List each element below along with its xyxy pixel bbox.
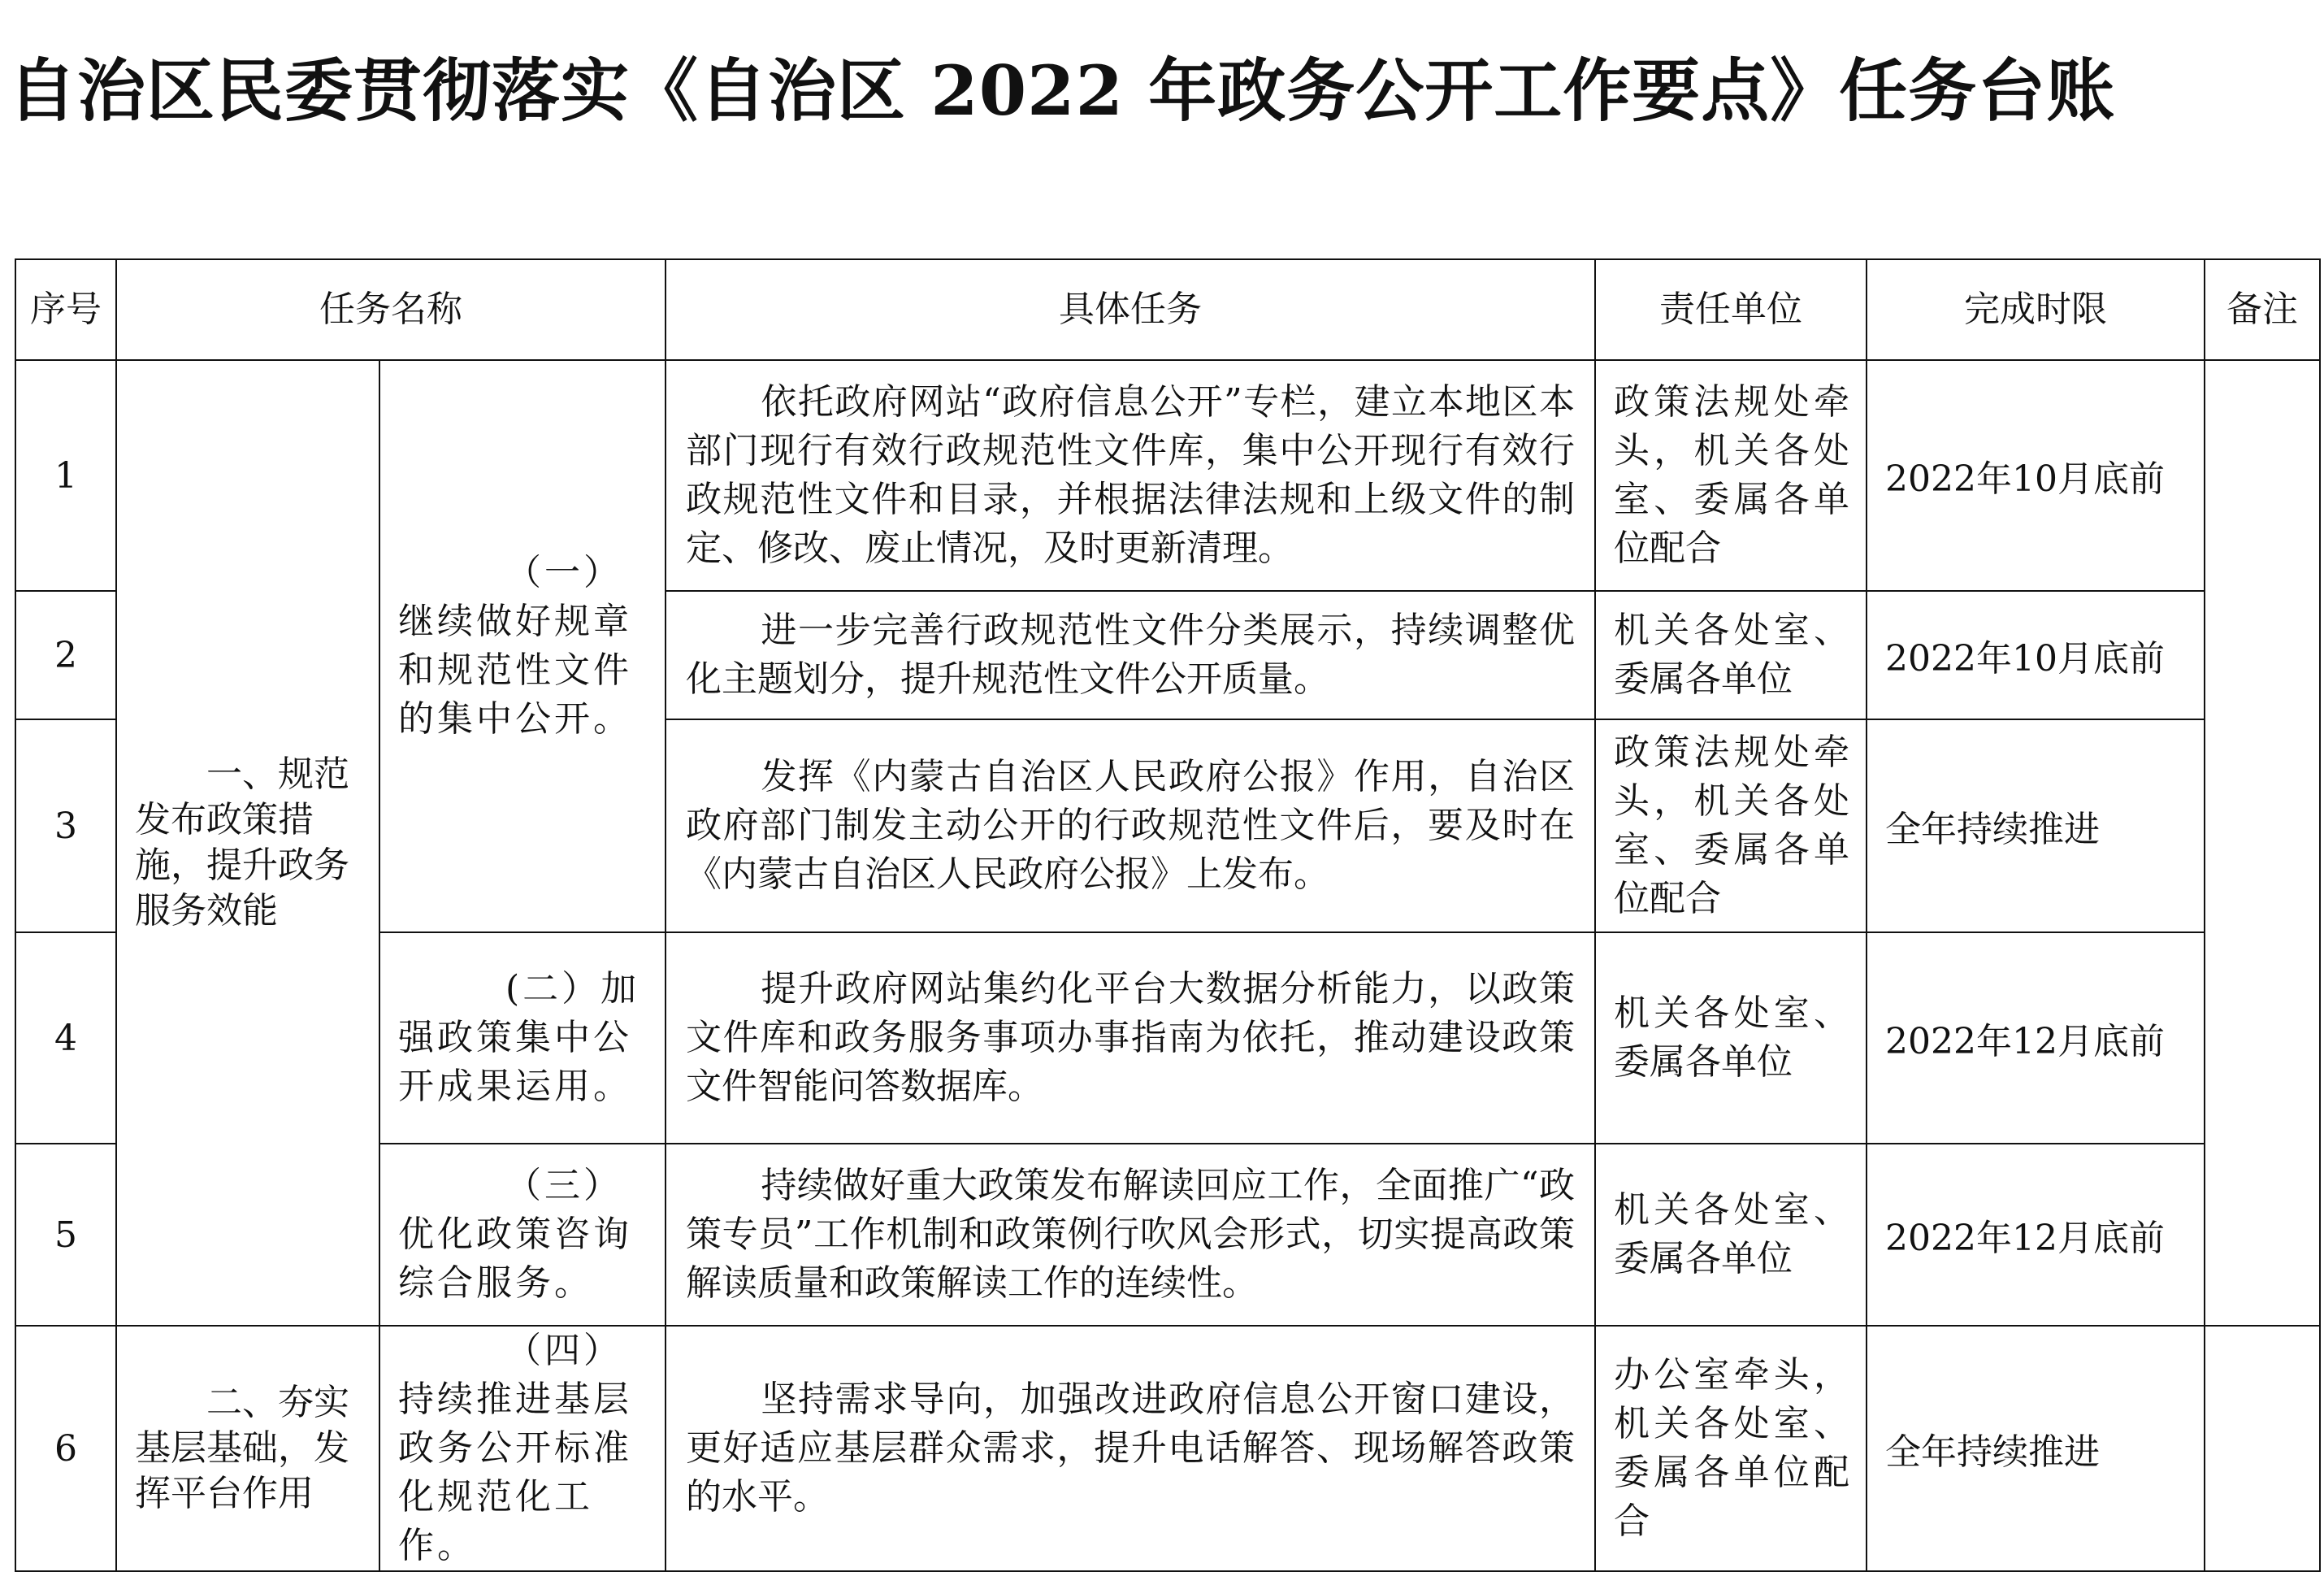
deadline-cell: 2022年10月底前 <box>1867 360 2205 591</box>
section-name: 二、夯实基层基础，发挥平台作用 <box>135 1382 349 1514</box>
row-seq: 3 <box>15 719 116 932</box>
responsible-cell: 政策法规处牵头，机关各处室、委属各单位配合 <box>1595 360 1867 591</box>
subtask-cell <box>379 932 666 1144</box>
section-cell <box>116 1326 379 1571</box>
remark-cell <box>2205 1326 2320 1571</box>
detail-cell <box>666 1144 1595 1326</box>
subtask-name: （一）继续做好规章和规范性文件的集中公开。 <box>398 552 632 740</box>
deadline-cell: 2022年10月底前 <box>1867 591 2205 719</box>
section-name: 一、规范发布政策措施，提升政务服务效能 <box>135 753 349 931</box>
subtask-cell <box>379 1326 666 1571</box>
deadline-cell: 2022年12月底前 <box>1867 932 2205 1144</box>
responsible-cell: 政策法规处牵头，机关各处室、委属各单位配合 <box>1595 719 1867 932</box>
detail-text: 提升政府网站集约化平台大数据分析能力，以政策文件库和政务服务事项办事指南为依托，推动建设政策文件智能问答数据库。 <box>686 968 1575 1107</box>
responsible-cell: 机关各处室、委属各单位 <box>1595 932 1867 1144</box>
row-seq: 2 <box>15 591 116 719</box>
row-seq: 1 <box>15 360 116 591</box>
row-seq: 4 <box>15 932 116 1144</box>
detail-cell <box>666 719 1595 932</box>
section-cell <box>116 360 379 1326</box>
table-row <box>15 360 2320 591</box>
row-seq: 5 <box>15 1144 116 1326</box>
detail-text: 进一步完善行政规范性文件分类展示，持续调整优化主题划分，提升规范性文件公开质量。 <box>686 610 1575 700</box>
header-responsible: 责任单位 <box>1595 259 1867 360</box>
detail-text: 坚持需求导向，加强改进政府信息公开窗口建设，更好适应基层群众需求，提升电话解答、现场解答政策的水平。 <box>686 1379 1575 1518</box>
detail-cell <box>666 360 1595 591</box>
detail-cell <box>666 1326 1595 1571</box>
header-task-name: 任务名称 <box>116 259 666 360</box>
subtask-cell <box>379 1144 666 1326</box>
subtask-name: （四）持续推进基层政务公开标准化规范化工作。 <box>398 1330 632 1566</box>
detail-text: 依托政府网站“政府信息公开”专栏，建立本地区本部门现行有效行政规范性文件库，集中公开现行有效行政规范性文件和目录，并根据法律法规和上级文件的制定、修改、废止情况，及时更新清理。 <box>686 381 1575 569</box>
remark-cell <box>2205 360 2320 1326</box>
header-seq: 序号 <box>15 259 116 360</box>
table-row <box>15 1326 2320 1571</box>
detail-text: 持续做好重大政策发布解读回应工作，全面推广“政策专员”工作机制和政策例行吹风会形式，切实提高政策解读质量和政策解读工作的连续性。 <box>686 1165 1575 1304</box>
document-title: 自治区民委贯彻落实《自治区 2022 年政务公开工作要点》任务台账 <box>8 50 2116 131</box>
detail-cell <box>666 591 1595 719</box>
table-header-row <box>15 259 2320 360</box>
deadline-cell: 全年持续推进 <box>1867 1326 2205 1571</box>
subtask-name: (二）加强政策集中公开成果运用。 <box>398 968 640 1107</box>
header-detail: 具体任务 <box>666 259 1595 360</box>
header-deadline: 完成时限 <box>1867 259 2205 360</box>
detail-cell <box>666 932 1595 1144</box>
detail-text: 发挥《内蒙古自治区人民政府公报》作用，自治区政府部门制发主动公开的行政规范性文件后，要及时在《内蒙古自治区人民政府公报》上发布。 <box>686 756 1575 895</box>
task-ledger-table <box>15 258 2321 1572</box>
responsible-cell: 办公室牵头，机关各处室、委属各单位配合 <box>1595 1326 1867 1571</box>
responsible-cell: 机关各处室、委属各单位 <box>1595 591 1867 719</box>
row-seq: 6 <box>15 1326 116 1571</box>
subtask-cell <box>379 360 666 932</box>
responsible-cell: 机关各处室、委属各单位 <box>1595 1144 1867 1326</box>
subtask-name: （三）优化政策咨询综合服务。 <box>398 1165 632 1304</box>
header-remark: 备注 <box>2205 259 2320 360</box>
deadline-cell: 2022年12月底前 <box>1867 1144 2205 1326</box>
deadline-cell: 全年持续推进 <box>1867 719 2205 932</box>
